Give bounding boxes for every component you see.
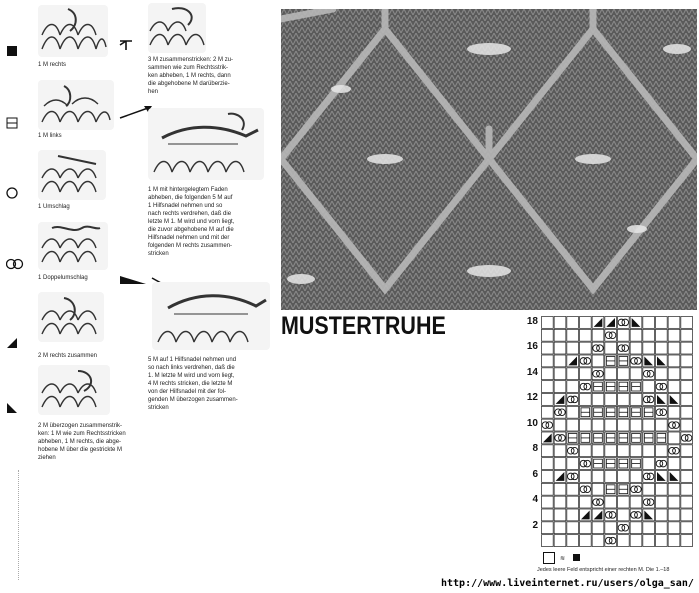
chart-cell xyxy=(643,329,655,341)
filled-square-icon xyxy=(573,554,580,561)
chart-cell xyxy=(618,419,630,431)
chart-cell xyxy=(630,419,642,431)
chart-cell xyxy=(630,445,642,457)
chart-cell xyxy=(592,368,604,380)
chart-cell xyxy=(567,419,579,431)
chart-cell xyxy=(580,458,592,470)
chart-cell xyxy=(656,406,668,418)
chart-cell xyxy=(542,535,554,547)
chart-cell xyxy=(542,329,554,341)
chart-cell xyxy=(681,381,693,393)
chart-cell xyxy=(630,509,642,521)
knit-stitch-illustration xyxy=(38,5,108,57)
chart-cell xyxy=(668,381,680,393)
legend-caption-double-yarn-over: 1 Doppelumschlag xyxy=(38,275,88,281)
chart-cell xyxy=(542,317,554,329)
chart-cell xyxy=(605,329,617,341)
chart-cell xyxy=(681,329,693,341)
chart-cell xyxy=(643,471,655,483)
chart-cell xyxy=(668,368,680,380)
small-symbol-icon: ≋ xyxy=(560,556,566,562)
chart-cell xyxy=(630,329,642,341)
chart-cell xyxy=(618,317,630,329)
chart-cell xyxy=(668,406,680,418)
watermark-url: http://www.liveinternet.ru/users/olga_san/ xyxy=(441,578,694,589)
chart-cell xyxy=(554,496,566,508)
row-number: 6 xyxy=(532,469,538,480)
chart-cell xyxy=(681,496,693,508)
row-number: 16 xyxy=(526,341,538,352)
chart-cell xyxy=(643,445,655,457)
row-number: 12 xyxy=(526,392,538,403)
chart-cell xyxy=(567,368,579,380)
chart-cell xyxy=(681,445,693,457)
chart-cell xyxy=(580,471,592,483)
chart-cell xyxy=(656,509,668,521)
chart-cell xyxy=(605,535,617,547)
chart-cell xyxy=(618,445,630,457)
chart-cell xyxy=(618,522,630,534)
chart-cell xyxy=(630,471,642,483)
chart-cell xyxy=(605,419,617,431)
legend-caption-skpo: 2 M überzogen zusammenstrik- ken: 1 M wie zum Rechtsstricken abheben, 1 M rechts, die abge- hobene M über die gestrickte M ziehen xyxy=(38,423,126,461)
chart-cell xyxy=(542,458,554,470)
chart-cell xyxy=(592,496,604,508)
chart-cell xyxy=(668,355,680,367)
chart-cell xyxy=(580,381,592,393)
chart-cell xyxy=(592,342,604,354)
chart-cell xyxy=(681,432,693,444)
chart-cell xyxy=(656,368,668,380)
chart-cell xyxy=(542,445,554,457)
chart-cell xyxy=(668,432,680,444)
chart-cell xyxy=(605,522,617,534)
chart-cell xyxy=(567,535,579,547)
chart-cell xyxy=(618,342,630,354)
k3tog-caption: 3 M zusammenstricken: 2 M zu- sammen wie zum Rechtsstrik- ken abheben, 1 M rechts, dann die abgehobene M darüberzie- hen xyxy=(148,57,234,95)
chart-cell xyxy=(554,406,566,418)
chart-cell xyxy=(592,355,604,367)
chart-cell xyxy=(542,522,554,534)
column-divider xyxy=(18,470,19,580)
chart-cell xyxy=(681,342,693,354)
chart-cell xyxy=(656,445,668,457)
left-triangle-icon xyxy=(6,401,20,415)
chart-cell xyxy=(592,522,604,534)
chart-cell xyxy=(630,522,642,534)
chart-cell xyxy=(580,419,592,431)
chart-cell xyxy=(567,329,579,341)
chart-cell xyxy=(580,394,592,406)
row-number: 4 xyxy=(532,494,538,505)
chart-cell xyxy=(656,329,668,341)
chart-cell xyxy=(656,317,668,329)
chart-cell xyxy=(542,471,554,483)
chart-cell xyxy=(592,471,604,483)
chart-cell xyxy=(668,419,680,431)
k2tog-illustration xyxy=(38,292,104,342)
k3tog-illustration xyxy=(148,3,206,53)
chart-cell xyxy=(656,342,668,354)
chart-cell xyxy=(580,496,592,508)
chart-cell xyxy=(668,445,680,457)
skpo-illustration xyxy=(38,365,110,415)
chart-cell xyxy=(656,535,668,547)
cable-left-caption: 5 M auf 1 Hilfsnadel nehmen und so nach links verdrehen, daß die 1. M letzte M wird und vorn liegt, 4 M rechts stricken, die letzte M von der Hilfsnadel mit der fol- genden M überzogen zusammen- stricken xyxy=(148,357,238,411)
chart-cell xyxy=(681,458,693,470)
chart-cell xyxy=(542,381,554,393)
chart-cell xyxy=(567,483,579,495)
chart-cell xyxy=(605,342,617,354)
chart-cell xyxy=(681,355,693,367)
chart-cell xyxy=(668,483,680,495)
chart-cell xyxy=(554,535,566,547)
empty-square-icon xyxy=(543,552,555,564)
chart-cell xyxy=(554,342,566,354)
chart-cell xyxy=(580,522,592,534)
legend-caption-knit: 1 M rechts xyxy=(38,62,67,68)
chart-cell xyxy=(580,368,592,380)
page-title: MUSTERTRUHE xyxy=(281,312,446,340)
chart-cell xyxy=(592,329,604,341)
chart-cell xyxy=(542,394,554,406)
chart-cell xyxy=(630,355,642,367)
chart-cell xyxy=(681,535,693,547)
chart-cell xyxy=(554,381,566,393)
chart-cell xyxy=(605,368,617,380)
chart-cell xyxy=(554,522,566,534)
legend-caption-purl: 1 M links xyxy=(38,133,62,139)
chart-cell xyxy=(580,535,592,547)
chart-cell xyxy=(681,522,693,534)
chart-cell xyxy=(630,394,642,406)
chart-cell xyxy=(592,483,604,495)
row-number: 18 xyxy=(526,316,538,327)
chart-cell xyxy=(605,471,617,483)
chart-cell xyxy=(554,458,566,470)
chart-cell xyxy=(668,458,680,470)
chart-cell xyxy=(592,394,604,406)
row-number: 2 xyxy=(532,520,538,531)
chart-cell xyxy=(580,317,592,329)
chart-cell xyxy=(630,483,642,495)
chart-cell xyxy=(567,509,579,521)
chart-cell xyxy=(618,496,630,508)
chart-cell xyxy=(605,509,617,521)
legend-caption-k2tog: 2 M rechts zusammen xyxy=(38,353,98,359)
double-circle-icon xyxy=(6,257,20,271)
cable-left-illustration xyxy=(152,282,270,350)
chart-cell xyxy=(567,496,579,508)
yarn-over-illustration xyxy=(38,150,106,200)
chart-cell xyxy=(542,419,554,431)
chart-cell xyxy=(681,509,693,521)
chart-cell xyxy=(542,406,554,418)
chart-cell xyxy=(567,471,579,483)
chart-cell xyxy=(554,483,566,495)
chart-cell xyxy=(643,317,655,329)
cable-right-illustration xyxy=(148,108,264,180)
chart-cell xyxy=(668,522,680,534)
chart-cell xyxy=(668,342,680,354)
row-number: 8 xyxy=(532,443,538,454)
k3tog-icon xyxy=(118,38,134,52)
chart-cell xyxy=(656,458,668,470)
chart-cell xyxy=(668,317,680,329)
legend-caption-yarn-over: 1 Umschlag xyxy=(38,204,70,210)
chart-cell xyxy=(643,522,655,534)
chart-cell xyxy=(668,496,680,508)
chart-cell xyxy=(580,445,592,457)
knitted-lace-photo xyxy=(281,9,697,310)
chart-cell xyxy=(554,355,566,367)
chart-cell xyxy=(618,329,630,341)
chart-cell xyxy=(554,432,566,444)
chart-cell xyxy=(656,419,668,431)
chart-cell xyxy=(681,368,693,380)
chart-cell xyxy=(681,471,693,483)
chart-cell xyxy=(567,381,579,393)
chart-cell xyxy=(643,535,655,547)
chart-cell xyxy=(681,406,693,418)
chart-cell xyxy=(542,342,554,354)
row-number: 10 xyxy=(526,418,538,429)
chart-cell xyxy=(542,509,554,521)
chart-cell xyxy=(630,342,642,354)
chart-cell xyxy=(681,394,693,406)
chart-cell xyxy=(656,496,668,508)
chart-cell xyxy=(656,522,668,534)
chart-cell xyxy=(656,483,668,495)
chart-cell xyxy=(643,381,655,393)
chart-cell xyxy=(567,394,579,406)
chart-cell xyxy=(592,419,604,431)
chart-cell xyxy=(605,445,617,457)
chart-cell xyxy=(567,445,579,457)
chart-cell xyxy=(618,471,630,483)
double-yarn-over-illustration xyxy=(38,222,108,270)
filled-square-icon xyxy=(6,44,20,58)
chart-cell xyxy=(643,458,655,470)
knitting-chart-grid xyxy=(541,316,693,547)
chart-cell xyxy=(643,342,655,354)
chart-cell xyxy=(567,522,579,534)
purl-stitch-illustration xyxy=(38,80,114,130)
chart-cell xyxy=(580,355,592,367)
chart-cell xyxy=(668,535,680,547)
chart-cell xyxy=(618,509,630,521)
chart-cell xyxy=(618,368,630,380)
chart-cell xyxy=(630,368,642,380)
chart-cell xyxy=(542,483,554,495)
chart-cell xyxy=(618,394,630,406)
chart-cell xyxy=(630,535,642,547)
chart-cell xyxy=(567,458,579,470)
chart-cell xyxy=(668,509,680,521)
chart-cell xyxy=(630,496,642,508)
chart-cell xyxy=(542,368,554,380)
chart-cell xyxy=(592,535,604,547)
chart-cell xyxy=(605,394,617,406)
chart-cell xyxy=(605,496,617,508)
chart-cell xyxy=(554,445,566,457)
chart-cell xyxy=(668,329,680,341)
chart-cell xyxy=(542,355,554,367)
chart-cell xyxy=(643,419,655,431)
chart-cell xyxy=(580,329,592,341)
chart-cell xyxy=(580,342,592,354)
chart-cell xyxy=(554,419,566,431)
chart-cell xyxy=(643,483,655,495)
chart-cell xyxy=(554,329,566,341)
chart-cell xyxy=(580,483,592,495)
chart-cell xyxy=(681,419,693,431)
chart-cell xyxy=(554,509,566,521)
chart-cell xyxy=(681,317,693,329)
chart-footer: Jedes leere Feld entspricht einer rechten M. Die 1.–18 xyxy=(537,567,670,573)
chart-cell xyxy=(567,317,579,329)
row-number: 14 xyxy=(526,367,538,378)
chart-cell xyxy=(542,496,554,508)
chart-cell xyxy=(643,368,655,380)
chart-cell xyxy=(554,368,566,380)
chart-cell xyxy=(592,445,604,457)
chart-cell xyxy=(643,394,655,406)
right-triangle-icon xyxy=(6,336,20,350)
circle-icon xyxy=(6,186,20,200)
chart-cell xyxy=(554,317,566,329)
divided-square-icon xyxy=(6,116,20,130)
chart-cell xyxy=(618,535,630,547)
chart-cell xyxy=(656,381,668,393)
chart-cell xyxy=(567,406,579,418)
arrow-icon xyxy=(118,272,148,286)
chart-cell xyxy=(643,496,655,508)
chart-cell xyxy=(567,342,579,354)
cable-right-caption: 1 M mit hintergelegtem Faden abheben, die folgenden 5 M auf 1 Hilfsnadel nehmen und so nach rechts verdrehen, daß die letzte M 1. M wird und vorn liegt, die zuvor abgehobene M auf die Hilfsnadel nehmen und mit der folgenden M rechts zusammen- stricken xyxy=(148,187,235,257)
chart-cell xyxy=(681,483,693,495)
